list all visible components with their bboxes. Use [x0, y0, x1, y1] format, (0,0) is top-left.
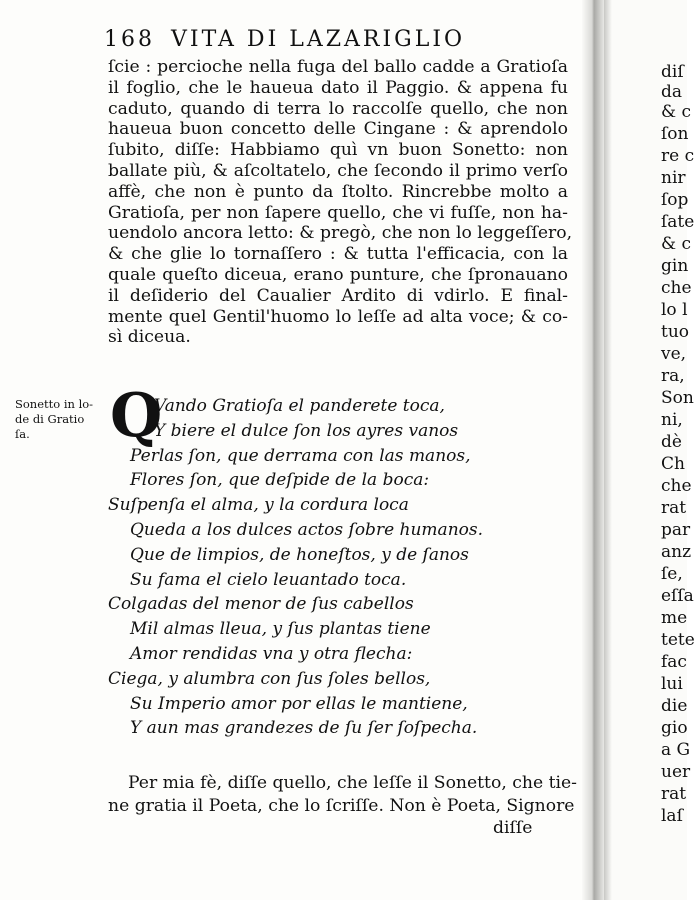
- sonnet-line: Flores ſon, que deſpide de la boca:: [130, 470, 430, 491]
- facing-fragment: eſſa: [661, 586, 694, 606]
- facing-fragment: lui: [661, 674, 683, 694]
- sonnet-line: Queda a los dulces actos ſobre humanos.: [130, 519, 483, 540]
- margin-note-line: ſa.: [15, 427, 30, 441]
- prose-line: Gratioſa, per non ſapere quello, che vi fuſſe, non ha-: [108, 202, 568, 223]
- facing-fragment: ſe,: [661, 564, 683, 584]
- sonnet-line: Su fama el cielo leuantado toca.: [130, 569, 407, 590]
- prose-line: ballate più, & aſcoltatelo, che ſecondo il primo verſo: [108, 160, 568, 181]
- facing-fragment: ve,: [661, 344, 687, 364]
- facing-fragment: laſ: [661, 806, 683, 826]
- margin-note-line: de di Gratio: [15, 412, 85, 426]
- prose-line: & che glie lo tornaſſero : & tutta l'efficacia, con la: [108, 244, 568, 265]
- sonnet-line: Suſpenſa el alma, y la cordura loca: [108, 495, 409, 516]
- facing-fragment: die: [661, 696, 688, 716]
- sonnet-line: Perlas ſon, que derrama con las manos,: [130, 445, 471, 466]
- facing-fragment: ſon: [661, 124, 689, 144]
- closing-line: ne gratia il Poeta, che lo ſcriſſe. Non è Poeta, Signore: [108, 795, 575, 816]
- facing-fragment: che: [661, 476, 692, 496]
- sonnet-line: Colgadas del menor de ſus cabellos: [108, 594, 414, 615]
- facing-fragment: me: [661, 608, 688, 628]
- running-head: [104, 27, 574, 57]
- facing-fragment: par: [661, 520, 691, 540]
- facing-fragment: Son: [661, 388, 694, 408]
- facing-fragment: fac: [661, 652, 687, 672]
- sonnet-line: Vando Gratioſa el panderete toca,: [154, 396, 445, 416]
- facing-fragment: anz: [661, 542, 692, 562]
- closing-paragraph: [108, 772, 577, 817]
- prose-line: uendolo ancora letto: & pregò, che non lo leggeſſero,: [108, 223, 573, 244]
- facing-fragment: tete: [661, 630, 695, 650]
- prose-line: ſcie : percioche nella fuga del ballo cadde a Gratioſa: [108, 57, 568, 77]
- closing-line: Per mia fè, diſſe quello, che leſſe il Sonetto, che tie-: [128, 773, 577, 793]
- prose-line: ſubito, diſſe: Habbiamo quì vn buon Sonetto: non: [108, 140, 568, 161]
- facing-fragment: Ch: [661, 454, 685, 474]
- facing-fragment: tuo: [661, 322, 690, 342]
- prose-line: affè, che non è punto da ſtolto. Rincrebbe molto a: [108, 181, 568, 202]
- prose-line: mente quel Gentil'huomo lo leſſe ad alta voce; & co-: [108, 306, 568, 327]
- facing-page-edge: [604, 0, 612, 900]
- sonnet-line: Mil almas lleua, y ſus plantas tiene: [130, 619, 431, 640]
- prose-line: il foglio, che le haueua dato il Paggio. & appena fu: [108, 77, 568, 98]
- prose-line: haueua buon concetto delle Cingane : & aprendolo: [108, 119, 568, 140]
- sonnet-line: Y biere el dulce ſon los ayres vanos: [154, 420, 459, 441]
- facing-fragment: ſop: [661, 190, 689, 210]
- facing-fragment: ni,: [661, 410, 683, 430]
- facing-fragment: lo l: [661, 300, 688, 320]
- sonnet: [108, 394, 578, 741]
- sonnet-line: Que de limpios, de honeſtos, y de ſanos: [130, 544, 469, 565]
- catchword: diſſe: [493, 818, 533, 838]
- facing-fragment: ſate: [661, 212, 695, 232]
- facing-fragment: rat: [661, 498, 687, 518]
- facing-fragment: che: [661, 278, 692, 298]
- sonnet-line: Amor rendidas vna y otra flecha:: [130, 643, 413, 664]
- facing-fragment: da: [661, 82, 683, 102]
- facing-fragment: ra,: [661, 366, 685, 386]
- facing-fragment: uer: [661, 762, 691, 782]
- prose-paragraph: [108, 57, 573, 348]
- facing-page: [604, 0, 695, 900]
- facing-fragment: rat: [661, 784, 687, 804]
- margin-note: [15, 397, 107, 442]
- facing-fragment: a G: [661, 740, 691, 760]
- facing-fragment: diſ: [661, 62, 684, 82]
- sonnet-line: Su Imperio amor por ellas le mantiene,: [130, 693, 468, 714]
- facing-fragment: & c: [661, 102, 692, 122]
- book-gutter: [582, 0, 604, 900]
- prose-line: quale queſto diceua, erano punture, che ſpronauano: [108, 264, 568, 285]
- running-title: VITA DI LAZARIGLIO: [171, 27, 466, 52]
- drop-cap: Q: [110, 381, 163, 451]
- prose-line: caduto, quando di terra lo raccolſe quello, che non: [108, 98, 568, 119]
- facing-fragment: re c: [661, 146, 695, 166]
- sonnet-line: Ciega, y alumbra con ſus ſoles bellos,: [108, 668, 431, 689]
- facing-fragment: gin: [661, 256, 689, 276]
- sonnet-line: Y aun mas grandezes de ſu ſer ſoſpecha.: [130, 718, 478, 739]
- facing-fragment: & c: [661, 234, 692, 254]
- prose-line: sì diceua.: [108, 327, 191, 348]
- facing-fragment: gio: [661, 718, 688, 738]
- facing-fragment: nir: [661, 168, 686, 188]
- page-number: 168: [104, 27, 155, 52]
- margin-note-line: Sonetto in lo-: [15, 397, 94, 411]
- prose-line: il deſiderio del Caualier Ardito di vdirlo. E final-: [108, 285, 568, 306]
- facing-fragment: dè: [661, 432, 682, 452]
